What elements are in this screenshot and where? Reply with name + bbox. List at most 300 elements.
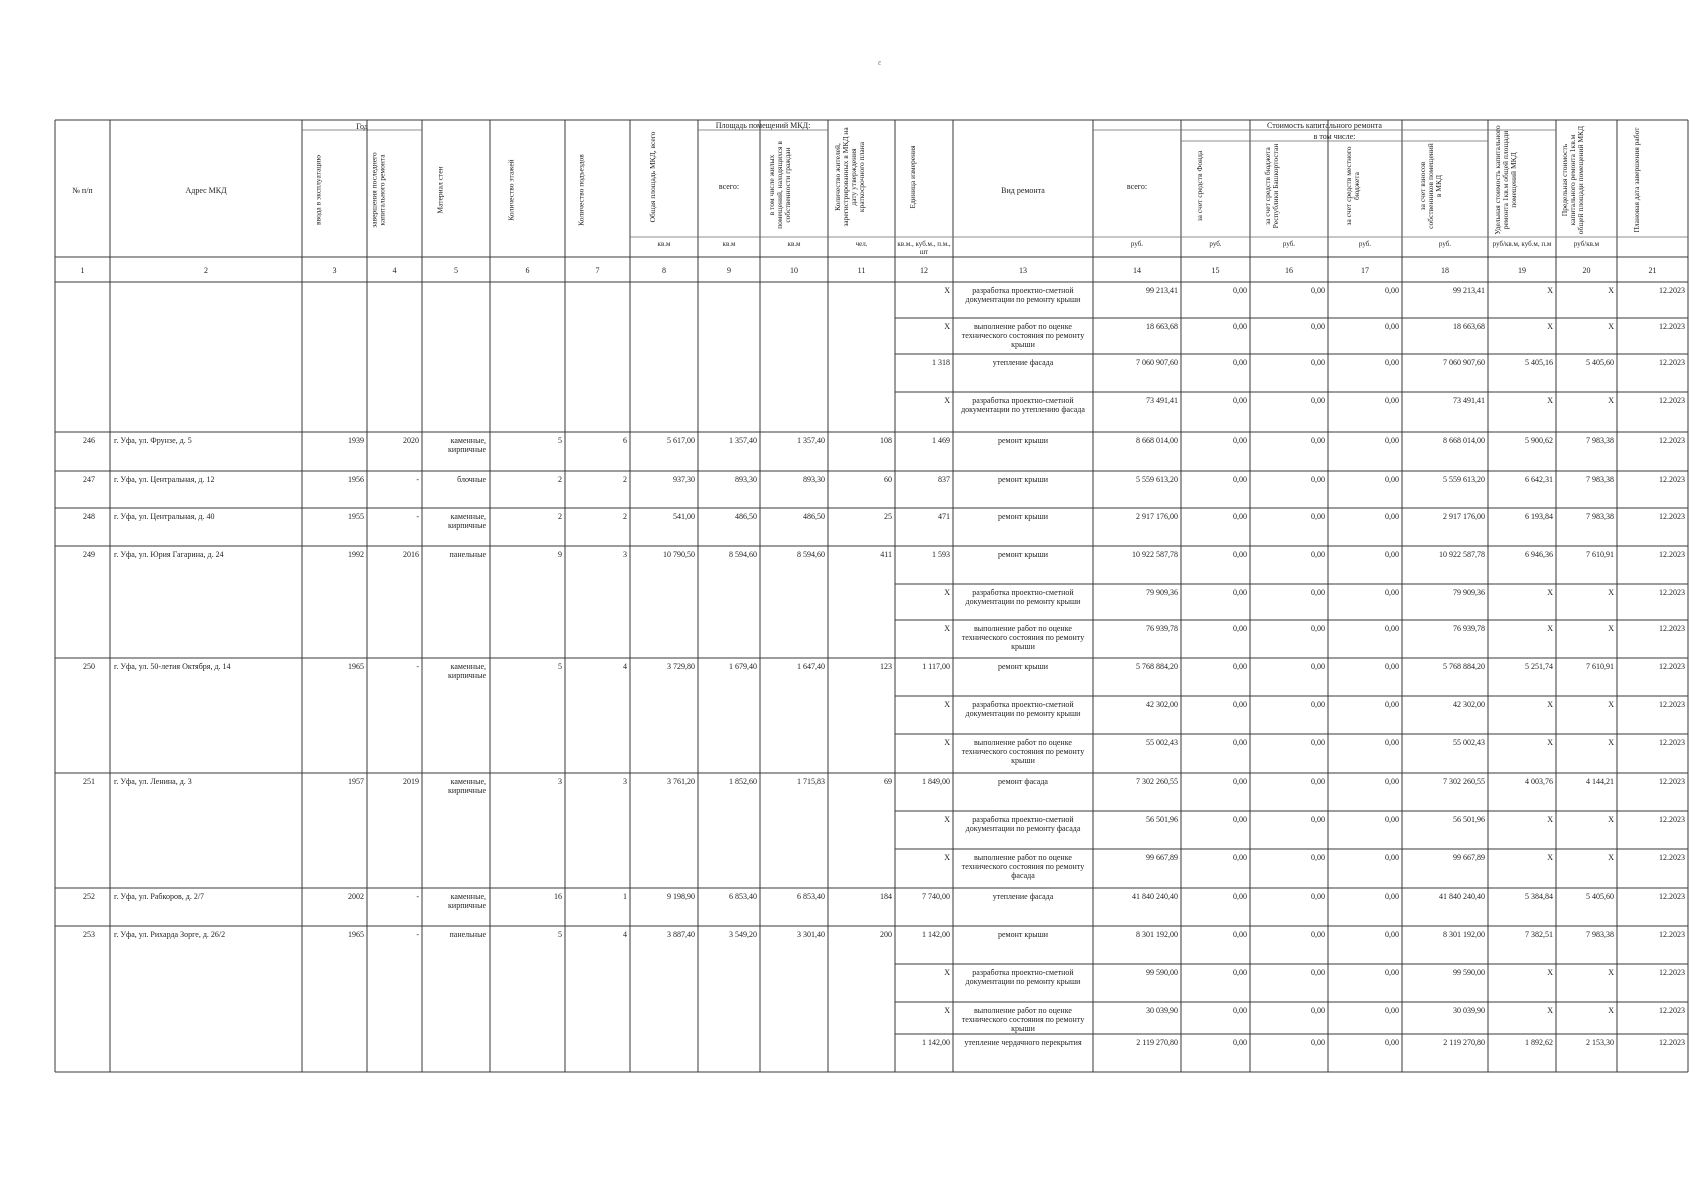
unit-label-max-cost: руб/кв.м: [1573, 240, 1600, 248]
cell-region: 0,00: [1311, 1038, 1325, 1047]
cell-prem2: 6 853,40: [797, 892, 825, 901]
cell-owners: 7 060 907,60: [1443, 358, 1485, 367]
cell-unit-cost: X: [1547, 968, 1553, 977]
cell-owners: 42 302,00: [1453, 700, 1485, 709]
cell-unit-cost: X: [1547, 815, 1553, 824]
cell-work-type: ремонт крыши: [997, 550, 1049, 559]
cell-region: 0,00: [1311, 624, 1325, 633]
column-number: 14: [1133, 266, 1141, 275]
cell-region: 0,00: [1311, 322, 1325, 331]
cell-prem2: 893,30: [803, 475, 825, 484]
cell-unit: X: [944, 700, 950, 709]
cell-date: 12.2023: [1659, 968, 1685, 977]
cell-total: 5 768 884,20: [1136, 662, 1178, 671]
cell-year2: -: [416, 512, 419, 521]
cell-unit: X: [944, 588, 950, 597]
cell-region: 0,00: [1311, 930, 1325, 939]
cell-fund: 0,00: [1233, 286, 1247, 295]
cell-local: 0,00: [1385, 738, 1399, 747]
cell-prem2: 3 301,40: [797, 930, 825, 939]
cell-date: 12.2023: [1659, 1038, 1685, 1047]
column-number: 1: [80, 266, 85, 275]
cell-num: 253: [83, 930, 95, 939]
cell-work-type: утепление фасада: [992, 892, 1054, 901]
cell-total: 2 917 176,00: [1136, 512, 1178, 521]
cell-work-type: разработка проектно-сметной документации по ремонту крыши: [965, 968, 1081, 986]
cell-area: 10 790,50: [663, 550, 695, 559]
cell-unit-cost: 6 193,84: [1525, 512, 1553, 521]
cell-unit: X: [944, 853, 950, 862]
column-header-unit: Единица измерения: [908, 145, 917, 209]
unit-label-cost-total: руб.: [1130, 240, 1144, 248]
cell-region: 0,00: [1311, 853, 1325, 862]
cell-prem: 6 853,40: [729, 892, 757, 901]
cell-owners: 30 039,90: [1453, 1006, 1485, 1015]
cell-prem2: 486,50: [803, 512, 825, 521]
cell-local: 0,00: [1385, 550, 1399, 559]
cell-entr: 1: [623, 892, 627, 901]
cell-region: 0,00: [1311, 1006, 1325, 1015]
cell-max-cost: 7 983,38: [1586, 475, 1614, 484]
cell-prem2: 1 715,83: [797, 777, 825, 786]
cell-unit-cost: X: [1547, 738, 1553, 747]
cell-total: 10 922 587,78: [1132, 550, 1178, 559]
cell-year1: 1939: [348, 436, 364, 445]
column-number: 16: [1285, 266, 1293, 275]
cell-owners: 10 922 587,78: [1439, 550, 1485, 559]
column-header-residents: Количество жителей, зарегистрированных в МКД на дату утверждения краткосрочного плана: [832, 127, 866, 227]
cell-unit: 1 142,00: [922, 1038, 950, 1047]
cell-total: 5 559 613,20: [1136, 475, 1178, 484]
cell-entr: 3: [623, 777, 627, 786]
cell-region: 0,00: [1311, 662, 1325, 671]
cell-wall-material: каменные, кирпичные: [448, 662, 486, 680]
cell-max-cost: X: [1608, 286, 1614, 295]
cell-address: г. Уфа, ул. Центральная, д. 40: [114, 512, 215, 521]
column-number: 5: [454, 266, 458, 275]
cell-unit-cost: 5 384,84: [1525, 892, 1553, 901]
cell-total: 18 663,68: [1146, 322, 1178, 331]
cell-wall-material: каменные, кирпичные: [448, 436, 486, 454]
cell-total: 2 119 270,80: [1136, 1038, 1178, 1047]
cell-unit: X: [944, 968, 950, 977]
cell-year2: 2016: [403, 550, 419, 559]
cell-work-type: разработка проектно-сметной документации по ремонту крыши: [965, 588, 1081, 606]
cell-res: 123: [880, 662, 892, 671]
column-header-premises-citizens: в том числе жилых помещений, находящихся в собственности граждан: [767, 141, 792, 229]
cell-floors: 5: [558, 662, 562, 671]
column-header-cost-group: Стоимость капитального ремонта: [1267, 121, 1382, 130]
column-header-premises-total: всего:: [718, 182, 740, 191]
cell-fund: 0,00: [1233, 1038, 1247, 1047]
column-number: 20: [1582, 266, 1591, 275]
cell-local: 0,00: [1385, 396, 1399, 405]
cell-work-type: разработка проектно-сметной документации по ремонту крыши: [965, 286, 1081, 304]
cell-max-cost: X: [1608, 738, 1614, 747]
cell-unit: X: [944, 396, 950, 405]
cell-date: 12.2023: [1659, 930, 1685, 939]
cell-prem: 1 679,40: [729, 662, 757, 671]
cell-date: 12.2023: [1659, 777, 1685, 786]
cell-max-cost: X: [1608, 588, 1614, 597]
cell-year1: 1965: [348, 930, 364, 939]
unit-label-premises-citizens: кв.м: [787, 240, 801, 248]
cell-fund: 0,00: [1233, 853, 1247, 862]
unit-label-cost-owners: руб.: [1438, 240, 1452, 248]
cell-area: 937,30: [673, 475, 695, 484]
cell-total: 41 840 240,40: [1132, 892, 1178, 901]
cell-floors: 5: [558, 436, 562, 445]
unit-label-total-area: кв.м: [657, 240, 671, 248]
cell-num: 247: [83, 475, 95, 484]
cell-unit: X: [944, 322, 950, 331]
cell-max-cost: 7 610,91: [1586, 662, 1614, 671]
cell-local: 0,00: [1385, 322, 1399, 331]
cell-area: 5 617,00: [667, 436, 695, 445]
column-header-cost-local: за счет средств местного бюджета: [1344, 146, 1361, 226]
cell-unit: 1 849,00: [922, 777, 950, 786]
cell-floors: 16: [554, 892, 562, 901]
cell-num: 248: [83, 512, 95, 521]
cell-unit: X: [944, 624, 950, 633]
cell-unit: 1 117,00: [922, 662, 950, 671]
cell-fund: 0,00: [1233, 396, 1247, 405]
cell-max-cost: X: [1608, 700, 1614, 709]
cell-res: 60: [884, 475, 892, 484]
cell-max-cost: X: [1608, 968, 1614, 977]
cell-entr: 4: [623, 662, 627, 671]
cell-fund: 0,00: [1233, 930, 1247, 939]
cell-date: 12.2023: [1659, 358, 1685, 367]
cell-date: 12.2023: [1659, 286, 1685, 295]
cell-total: 76 939,78: [1146, 624, 1178, 633]
cell-year1: 1992: [348, 550, 364, 559]
cell-total: 30 039,90: [1146, 1006, 1178, 1015]
cell-entr: 4: [623, 930, 627, 939]
cell-year1: 1955: [348, 512, 364, 521]
cell-work-type: ремонт фасада: [998, 777, 1048, 786]
cell-prem2: 8 594,60: [797, 550, 825, 559]
cell-unit-cost: 6 946,36: [1525, 550, 1553, 559]
cell-owners: 41 840 240,40: [1439, 892, 1485, 901]
cell-address: г. Уфа, ул. Фрунзе, д. 5: [114, 436, 192, 445]
cell-fund: 0,00: [1233, 475, 1247, 484]
cell-fund: 0,00: [1233, 968, 1247, 977]
cell-max-cost: 7 983,38: [1586, 930, 1614, 939]
column-number: 12: [920, 266, 928, 275]
cell-num: 250: [83, 662, 95, 671]
cell-owners: 18 663,68: [1453, 322, 1485, 331]
cell-date: 12.2023: [1659, 738, 1685, 747]
cell-region: 0,00: [1311, 286, 1325, 295]
cell-date: 12.2023: [1659, 588, 1685, 597]
cell-wall-material: панельные: [449, 930, 486, 939]
cell-max-cost: 7 983,38: [1586, 436, 1614, 445]
column-header-year-last-repair: завершения последнего капитального ремонта: [369, 152, 387, 228]
column-number: 9: [727, 266, 731, 275]
cell-wall-material: каменные, кирпичные: [448, 892, 486, 910]
cell-num: 251: [83, 777, 95, 786]
cell-work-type: выполнение работ по оценке технического состояния по ремонту крыши: [961, 738, 1085, 765]
cell-area: 3 761,20: [667, 777, 695, 786]
cell-work-type: ремонт крыши: [997, 436, 1049, 445]
cell-area: 9 198,90: [667, 892, 695, 901]
cell-entr: 2: [623, 475, 627, 484]
cell-unit: 1 318: [932, 358, 950, 367]
cell-local: 0,00: [1385, 286, 1399, 295]
cell-date: 12.2023: [1659, 662, 1685, 671]
cell-work-type: утепление фасада: [992, 358, 1054, 367]
page-mark: ε: [878, 58, 882, 67]
column-number: 13: [1019, 266, 1027, 275]
cell-date: 12.2023: [1659, 853, 1685, 862]
cell-res: 200: [880, 930, 892, 939]
cell-region: 0,00: [1311, 892, 1325, 901]
cell-unit-cost: 5 405,16: [1525, 358, 1553, 367]
cell-region: 0,00: [1311, 512, 1325, 521]
cell-unit-cost: 1 892,62: [1525, 1038, 1553, 1047]
cell-local: 0,00: [1385, 624, 1399, 633]
cell-local: 0,00: [1385, 436, 1399, 445]
cell-max-cost: X: [1608, 322, 1614, 331]
cell-total: 99 213,41: [1146, 286, 1178, 295]
column-header-entrances: Количество подъездов: [576, 154, 586, 226]
cell-local: 0,00: [1385, 892, 1399, 901]
cell-total: 56 501,96: [1146, 815, 1178, 824]
cell-address: г. Уфа, ул. Рабкоров, д. 2/7: [114, 892, 205, 901]
cell-floors: 3: [558, 777, 562, 786]
cell-owners: 2 119 270,80: [1443, 1038, 1485, 1047]
cell-area: 541,00: [673, 512, 695, 521]
cell-total: 7 060 907,60: [1136, 358, 1178, 367]
cell-year2: -: [416, 475, 419, 484]
cell-unit-cost: X: [1547, 853, 1553, 862]
unit-label-cost-region: руб.: [1282, 240, 1296, 248]
cell-region: 0,00: [1311, 738, 1325, 747]
cell-prem: 486,50: [735, 512, 757, 521]
cell-work-type: ремонт крыши: [997, 475, 1049, 484]
cell-address: г. Уфа, ул. Центральная, д. 12: [114, 475, 215, 484]
cell-region: 0,00: [1311, 777, 1325, 786]
cell-owners: 5 559 613,20: [1443, 475, 1485, 484]
cell-owners: 56 501,96: [1453, 815, 1485, 824]
cell-work-type: выполнение работ по оценке технического состояния по ремонту крыши: [961, 624, 1085, 651]
cell-owners: 99 667,89: [1453, 853, 1485, 862]
cell-unit: 1 142,00: [922, 930, 950, 939]
cell-local: 0,00: [1385, 930, 1399, 939]
column-header-max-cost: Предельная стоимость капитального ремонта 1кв.м общей площади помещений МКД: [1559, 125, 1585, 235]
cell-year2: -: [416, 662, 419, 671]
cell-owners: 99 213,41: [1453, 286, 1485, 295]
cell-unit: 837: [938, 475, 950, 484]
cell-owners: 2 917 176,00: [1443, 512, 1485, 521]
cell-num: 252: [83, 892, 95, 901]
unit-label-premises-total: кв.м: [722, 240, 736, 248]
cell-address: г. Уфа, ул. Рихарда Зорге, д. 26/2: [114, 930, 226, 939]
column-header-address: Адрес МКД: [185, 186, 227, 195]
cell-local: 0,00: [1385, 777, 1399, 786]
cell-date: 12.2023: [1659, 396, 1685, 405]
cell-fund: 0,00: [1233, 358, 1247, 367]
cell-unit: X: [944, 286, 950, 295]
cell-year1: 1957: [348, 777, 364, 786]
cell-total: 8 668 014,00: [1136, 436, 1178, 445]
cell-floors: 5: [558, 930, 562, 939]
cell-unit: X: [944, 1006, 950, 1015]
cell-work-type: выполнение работ по оценке технического состояния по ремонту крыши: [961, 322, 1085, 349]
cell-work-type: разработка проектно-сметной документации по ремонту крыши: [965, 700, 1081, 718]
column-number: 7: [595, 266, 600, 275]
cell-date: 12.2023: [1659, 700, 1685, 709]
cell-prem2: 1 647,40: [797, 662, 825, 671]
column-header-total-area: Общая площадь МКД, всего: [648, 131, 657, 223]
column-header-cost-region: за счет средств бюджета Республики Башкортостан: [1263, 143, 1280, 229]
cell-address: г. Уфа, ул. Ленина, д. 3: [114, 777, 192, 786]
cell-work-type: утепление чердачного перекрытия: [964, 1038, 1082, 1047]
cell-work-type: ремонт крыши: [997, 662, 1049, 671]
cell-prem: 1 357,40: [729, 436, 757, 445]
cell-unit-cost: X: [1547, 588, 1553, 597]
column-header-cost-total: всего:: [1126, 182, 1148, 191]
cell-local: 0,00: [1385, 588, 1399, 597]
cell-region: 0,00: [1311, 815, 1325, 824]
cell-date: 12.2023: [1659, 892, 1685, 901]
cell-unit: 471: [938, 512, 950, 521]
column-number: 18: [1441, 266, 1449, 275]
cell-local: 0,00: [1385, 815, 1399, 824]
cell-max-cost: X: [1608, 853, 1614, 862]
unit-label-cost-fund: руб.: [1209, 240, 1222, 248]
cell-address: г. Уфа, ул. Юрия Гагарина, д. 24: [114, 550, 224, 559]
column-number: 3: [332, 266, 337, 275]
cell-region: 0,00: [1311, 968, 1325, 977]
cell-unit-cost: X: [1547, 624, 1553, 633]
cell-date: 12.2023: [1659, 322, 1685, 331]
cell-unit-cost: 5 251,74: [1525, 662, 1553, 671]
cell-year2: 2019: [403, 777, 419, 786]
cell-fund: 0,00: [1233, 588, 1247, 597]
cell-work-type: разработка проектно-сметной документации по ремонту фасада: [965, 815, 1081, 833]
cell-unit: 1 593: [932, 550, 950, 559]
cell-work-type: ремонт крыши: [997, 930, 1049, 939]
column-header-cost-incl: в том числе:: [1313, 132, 1356, 141]
cell-fund: 0,00: [1233, 624, 1247, 633]
cell-unit-cost: X: [1547, 286, 1553, 295]
cell-fund: 0,00: [1233, 815, 1247, 824]
cell-work-type: ремонт крыши: [997, 512, 1049, 521]
cell-fund: 0,00: [1233, 322, 1247, 331]
cell-unit-cost: X: [1547, 396, 1553, 405]
cell-fund: 0,00: [1233, 662, 1247, 671]
cell-unit: X: [944, 815, 950, 824]
cell-unit: 1 469: [932, 436, 950, 445]
cell-local: 0,00: [1385, 1038, 1399, 1047]
cell-fund: 0,00: [1233, 512, 1247, 521]
cell-region: 0,00: [1311, 396, 1325, 405]
cell-local: 0,00: [1385, 662, 1399, 671]
cell-unit: 7 740,00: [922, 892, 950, 901]
cell-total: 42 302,00: [1146, 700, 1178, 709]
cell-max-cost: 7 983,38: [1586, 512, 1614, 521]
column-number: 8: [662, 266, 666, 275]
cell-region: 0,00: [1311, 475, 1325, 484]
column-number: 6: [525, 266, 530, 275]
cell-date: 12.2023: [1659, 815, 1685, 824]
unit-label-unit-cost: руб/кв.м, куб.м, п.м: [1492, 240, 1552, 248]
column-number: 10: [790, 266, 798, 275]
cell-max-cost: X: [1608, 396, 1614, 405]
column-number: 11: [857, 266, 866, 275]
cell-owners: 5 768 884,20: [1443, 662, 1485, 671]
cell-fund: 0,00: [1233, 738, 1247, 747]
cell-date: 12.2023: [1659, 550, 1685, 559]
cell-unit-cost: X: [1547, 1006, 1553, 1015]
cell-unit-cost: X: [1547, 322, 1553, 331]
column-header-plan-date: Плановая дата завершения работ: [1631, 127, 1641, 233]
cell-region: 0,00: [1311, 358, 1325, 367]
cell-max-cost: 5 405,60: [1586, 358, 1614, 367]
cell-fund: 0,00: [1233, 700, 1247, 709]
column-header-work-type: Вид ремонта: [1001, 186, 1045, 195]
cell-max-cost: 7 610,91: [1586, 550, 1614, 559]
cell-year2: -: [416, 892, 419, 901]
cell-fund: 0,00: [1233, 1006, 1247, 1015]
cell-total: 7 302 260,55: [1136, 777, 1178, 786]
cell-local: 0,00: [1385, 700, 1399, 709]
cell-unit: X: [944, 738, 950, 747]
cell-fund: 0,00: [1233, 777, 1247, 786]
cell-unit-cost: 4 003,76: [1525, 777, 1553, 786]
unit-label-unit: кв.м., куб.м., п.м., шт: [897, 240, 951, 256]
cell-local: 0,00: [1385, 475, 1399, 484]
cell-max-cost: X: [1608, 1006, 1614, 1015]
column-header-unit-cost: Удельная стоимость капитального ремонта 1кв.м общей площади помещений МКД: [1493, 125, 1518, 235]
cell-wall-material: каменные, кирпичные: [448, 512, 486, 530]
cell-num: 246: [83, 436, 95, 445]
cell-total: 8 301 192,00: [1136, 930, 1178, 939]
cell-year2: -: [416, 930, 419, 939]
cell-year1: 2002: [348, 892, 364, 901]
cell-year2: 2020: [403, 436, 419, 445]
cell-area: 3 887,40: [667, 930, 695, 939]
cell-owners: 7 302 260,55: [1443, 777, 1485, 786]
cell-owners: 76 939,78: [1453, 624, 1485, 633]
cell-entr: 3: [623, 550, 627, 559]
cell-unit-cost: X: [1547, 700, 1553, 709]
cell-date: 12.2023: [1659, 475, 1685, 484]
column-header-year-commission: ввода в эксплуатацию: [313, 155, 323, 225]
cell-year1: 1965: [348, 662, 364, 671]
cell-owners: 73 491,41: [1453, 396, 1485, 405]
cell-floors: 2: [558, 512, 562, 521]
cell-region: 0,00: [1311, 550, 1325, 559]
cell-prem: 893,30: [735, 475, 757, 484]
cell-local: 0,00: [1385, 512, 1399, 521]
cell-owners: 99 590,00: [1453, 968, 1485, 977]
cell-work-type: выполнение работ по оценке технического состояния по ремонту фасада: [961, 853, 1085, 880]
cell-date: 12.2023: [1659, 436, 1685, 445]
cell-local: 0,00: [1385, 1006, 1399, 1015]
cell-address: г. Уфа, ул. 50-летия Октября, д. 14: [114, 662, 231, 671]
cell-prem: 3 549,20: [729, 930, 757, 939]
column-number: 2: [204, 266, 208, 275]
column-header-cost-fund: за счет средств Фонда: [1194, 150, 1204, 222]
cell-prem: 1 852,60: [729, 777, 757, 786]
cell-res: 108: [880, 436, 892, 445]
column-header-year-group: Год: [356, 122, 368, 131]
cell-prem: 8 594,60: [729, 550, 757, 559]
cell-unit-cost: 7 382,51: [1525, 930, 1553, 939]
